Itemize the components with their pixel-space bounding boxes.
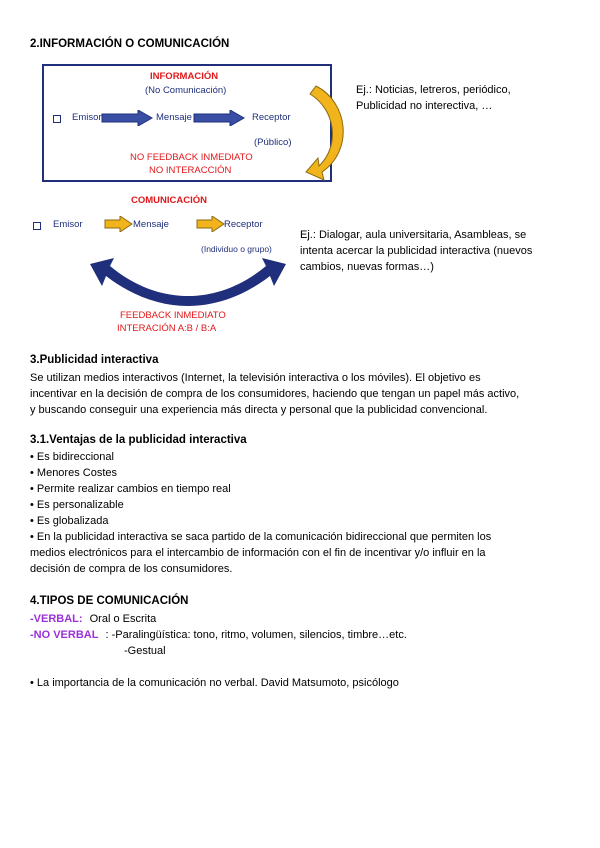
diagram1-emisor: Emisor [72,112,102,123]
diagram-informacion-subtitle: (No Comunicación) [145,85,227,96]
diagram1-note-nointeraccion: NO INTERACCIÓN [149,165,232,176]
section-3-paragraph [30,370,590,418]
list-item: • Permite realizar cambios en tiempo real [30,483,231,495]
list-item: • En la publicidad interactiva se saca partido de la comunicación bidireccional que permiten los [30,531,492,543]
verbal-label: -VERBAL: [30,613,83,625]
diagram-informacion-title: INFORMACIÓN [150,71,219,82]
section-3-1-heading: 3.1.Ventajas de la publicidad interactiva [30,434,247,446]
noverbal-label: -NO VERBAL [30,629,99,641]
advantages-list [30,449,590,577]
section-3-line: Se utilizan medios interactivos (Internet, la televisión interactiva o los móviles). El objetivo es [30,372,481,384]
section-2-heading: 2.INFORMACIÓN O COMUNICACIÓN [30,38,230,50]
arrow-right-icon [196,216,228,232]
checkbox-square-icon [53,115,61,123]
noverbal-text: : -Paralingüística: tono, ritmo, volumen, silencios, timbre…etc. [105,629,407,641]
list-item: • Menores Costes [30,467,117,479]
noverbal-row [30,627,407,643]
diagram2-example-line2: intenta acercar la publicidad interactiva (nuevos [300,245,533,257]
checkbox-square-icon [33,222,41,230]
list-item: • Es personalizable [30,499,124,511]
diagram2-example-line3: cambios, nuevas formas…) [300,261,434,273]
verbal-text: Oral o Escrita [89,613,157,625]
diagram1-receptor: Receptor [252,112,291,123]
curved-arrow-down-icon [296,80,356,190]
noverbal-gestual: -Gestual [124,645,166,657]
arrow-right-icon [192,110,252,126]
diagram1-publico: (Público) [254,137,292,148]
diagram2-mensaje: Mensaje [133,219,169,230]
section-4-heading: 4.TIPOS DE COMUNICACIÓN [30,595,189,607]
section-3-line: incentivar en la decisión de compra de los consumidores, haciendo que tengan un papel más activo, [30,388,520,400]
verbal-row [30,611,156,627]
section-4-note: • La importancia de la comunicación no verbal. David Matsumoto, psicólogo [30,677,399,689]
diagram1-example-line1: Ej.: Noticias, letreros, periódico, [356,84,511,96]
diagram2-emisor: Emisor [53,219,83,230]
list-item: decisión de compra de los consumidores. [30,563,233,575]
list-item: medios electrónicos para el intercambio de información con el fin de incentivar y/o influir en la [30,547,486,559]
bidirectional-curved-arrow-icon [88,254,288,306]
diagram2-example [300,227,532,275]
diagram1-example-line2: Publicidad no interectiva, … [356,100,493,112]
diagram2-receptor: Receptor [224,219,263,230]
diagram1-note-nofeedback: NO FEEDBACK INMEDIATO [130,152,253,163]
list-item: • Es globalizada [30,515,109,527]
diagram2-interaccion: INTERACIÓN A:B / B:A [117,323,217,334]
arrow-right-icon [100,110,160,126]
diagram1-example [356,82,511,114]
diagram2-example-line1: Ej.: Dialogar, aula universitaria, Asambleas, se [300,229,527,241]
diagram1-mensaje: Mensaje [156,112,192,123]
section-3-line: y buscando conseguir una experiencia más directa y personal que la publicidad convencional. [30,404,488,416]
list-item: • Es bidireccional [30,451,114,463]
diagram2-feedback: FEEDBACK INMEDIATO [120,310,226,321]
diagram-comunicacion-title: COMUNICACIÓN [131,195,207,206]
arrow-right-icon [104,216,136,232]
diagram2-individuo: (Individuo o grupo) [201,244,272,254]
section-3-heading: 3.Publicidad interactiva [30,354,159,366]
